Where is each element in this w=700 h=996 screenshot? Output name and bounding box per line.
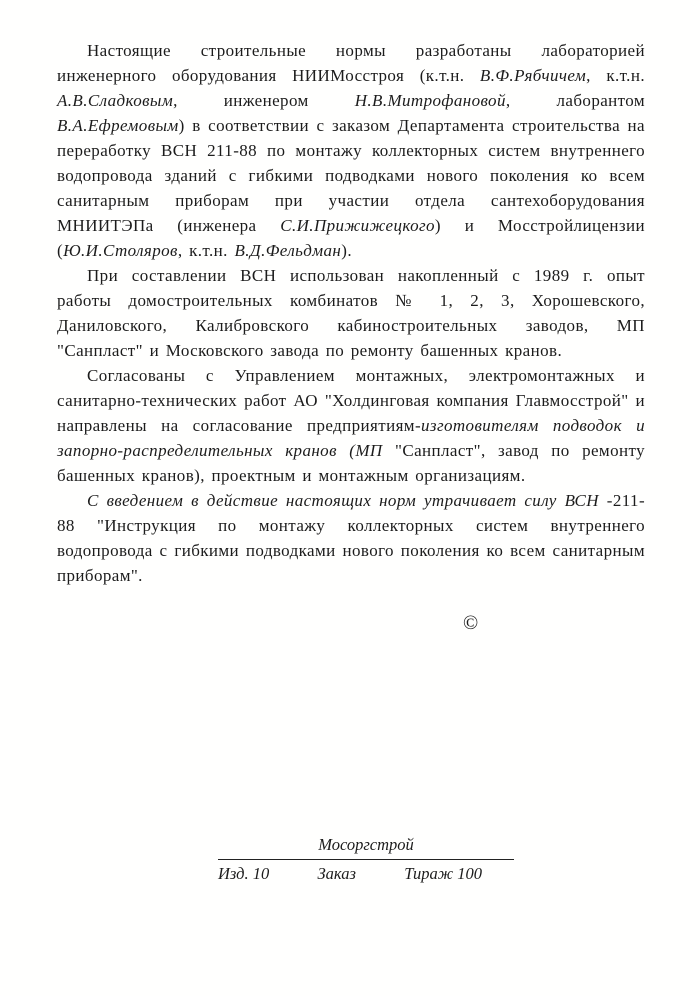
paragraph-segment: ) и Мосстройлицензии ( [57, 216, 645, 260]
paragraph-segment-italic: изготовителям подводок и запорно-распределительных кранов (МП [57, 416, 645, 460]
document-paragraphs [57, 38, 645, 588]
edition-label: Изд. 10 [218, 864, 270, 883]
publisher-name: Мосоргстрой [318, 835, 414, 854]
paragraph-segment-italic: С.И.Прижижецкого [280, 216, 435, 235]
paragraph-segment: , лаборантом [505, 91, 645, 110]
paragraph-segment: -211-88 "Инструкция по монтажу коллекторных систем внутреннего водопровода с гибкими подводками нового поколения ко всем санитарным приборам". [57, 491, 646, 585]
paragraph [57, 488, 645, 588]
paragraph-segment-italic: Н.В.Митрофановой [354, 91, 506, 110]
imprint-details-row [218, 860, 514, 884]
paragraph [57, 38, 645, 263]
paragraph-segment: , инженером [173, 91, 355, 110]
imprint [218, 835, 514, 884]
paragraph-segment-italic: С введением в действие настоящих норм утрачивает силу ВСН [87, 491, 599, 510]
paragraph-segment-italic: Ю.И.Столяров [63, 241, 178, 260]
paragraph-segment: ) в соответствии с заказом Департамента строительства на переработку ВСН 211-88 по монтажу коллекторных систем внутреннего водопровода зданий с гибкими подводками нового поколения ко всем санитарным приборам при участии отдела сантехоборудования МНИИТЭПа (инженера [57, 116, 645, 235]
paragraph-segment: ). [341, 241, 352, 260]
paragraph [57, 263, 645, 363]
copyright-symbol: © [463, 612, 479, 634]
order-label: Заказ [317, 864, 356, 883]
paragraph-segment: , к.т.н. [586, 66, 645, 85]
copyright-line [57, 612, 645, 635]
paragraph-segment: Настоящие строительные нормы разработаны лабораторией инженерного оборудования НИИМосстроя (к.т.н. [57, 41, 645, 85]
paragraph-segment: Согласованы с Управлением монтажных, электромонтажных и санитарно-технических работ АО "Холдинговая компания Главмосстрой" и направлены на согласование предприятиям- [57, 366, 645, 435]
paragraph-segment-italic: В.А.Ефремовым [57, 116, 179, 135]
paragraph-segment: При составлении ВСН использован накопленный с 1989 г. опыт работы домостроительных комбинатов № 1, 2, 3, Хорошевского, Даниловского, Калибровского кабиностроительных заводов, МП "Санпласт" и Московского завода по ремонту башенных кранов. [57, 266, 645, 360]
paragraph-segment-italic: В.Ф.Рябчичем [479, 66, 587, 85]
paragraph-segment: , к.т.н. [177, 241, 235, 260]
paragraph-segment-italic: В.Д.Фельдман [234, 241, 342, 260]
paragraph-segment-italic: А.В.Сладковым [57, 91, 174, 110]
document-text-block [57, 38, 645, 635]
circulation-label: Тираж 100 [404, 864, 482, 883]
imprint-publisher-row [218, 835, 514, 860]
paragraph [57, 363, 645, 488]
paragraph-segment: "Санпласт", завод по ремонту башенных кранов), проектным и монтажным организациям. [57, 441, 645, 485]
